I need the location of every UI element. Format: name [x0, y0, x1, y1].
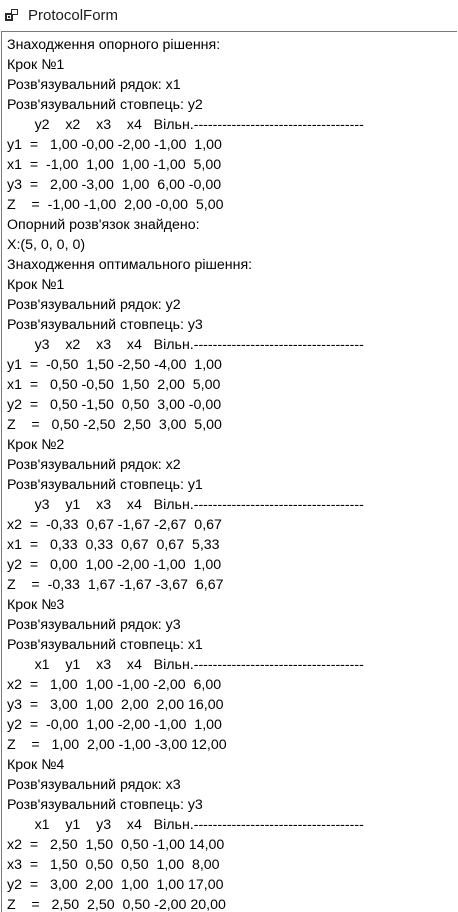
- log-line: y2 = 3,00 2,00 1,00 1,00 17,00: [7, 877, 224, 893]
- log-line: x2 = 1,00 1,00 -1,00 -2,00 6,00: [7, 677, 222, 693]
- log-line: x1 = 0,33 0,33 0,67 0,67 5,33: [7, 537, 220, 553]
- log-line: Опорний розв'язок знайдено:: [7, 217, 200, 233]
- log-line: x1 = 0,50 -0,50 1,50 2,00 5,00: [7, 377, 221, 393]
- log-line: Крок №4: [7, 757, 65, 773]
- log-line: y3 y1 x3 x4 Вільн.------------------------------------: [7, 497, 364, 513]
- window-title: ProtocolForm: [28, 7, 119, 24]
- log-line: x1 y1 x3 x4 Вільн.------------------------------------: [7, 657, 364, 673]
- log-line: Розв'язувальний рядок: x3: [7, 777, 181, 793]
- log-line: y1 = -0,50 1,50 -2,50 -4,00 1,00: [7, 357, 222, 373]
- log-line: Z = 2,50 2,50 0,50 -2,00 20,00: [7, 897, 226, 912]
- log-line: y2 = -0,00 1,00 -2,00 -1,00 1,00: [7, 717, 222, 733]
- log-line: Z = -1,00 -1,00 2,00 -0,00 5,00: [7, 197, 224, 213]
- log-line: Крок №2: [7, 437, 65, 453]
- log-line: y3 = 3,00 1,00 2,00 2,00 16,00: [7, 697, 224, 713]
- log-line: Розв'язувальний рядок: x1: [7, 77, 181, 93]
- log-line: Розв'язувальний стовпець: y1: [7, 477, 203, 493]
- log-line: Знаходження оптимального рішення:: [7, 257, 253, 273]
- log-line: Розв'язувальний рядок: y3: [7, 617, 181, 633]
- log-line: y2 = 0,50 -1,50 0,50 3,00 -0,00: [7, 397, 222, 413]
- title-bar[interactable]: [0, 0, 458, 31]
- log-line: Розв'язувальний рядок: y2: [7, 297, 181, 313]
- log-line: Розв'язувальний стовпець: y3: [7, 317, 203, 333]
- log-line: x1 = -1,00 1,00 1,00 -1,00 5,00: [7, 157, 222, 173]
- log-line: Розв'язувальний стовпець: x1: [7, 637, 203, 653]
- log-line: X:(5, 0, 0, 0): [7, 237, 86, 253]
- log-line: Розв'язувальний рядок: x2: [7, 457, 181, 473]
- log-line: Крок №3: [7, 597, 65, 613]
- log-line: Крок №1: [7, 277, 65, 293]
- log-line: Z = -0,33 1,67 -1,67 -3,67 6,67: [7, 577, 224, 593]
- log-line: Розв'язувальний стовпець: y2: [7, 97, 203, 113]
- log-line: Розв'язувальний стовпець: y3: [7, 797, 203, 813]
- protocol-log: [7, 35, 364, 912]
- app-window-icon: [4, 7, 20, 23]
- log-line: Z = 1,00 2,00 -1,00 -3,00 12,00: [7, 737, 227, 753]
- log-line: y3 = 2,00 -3,00 1,00 6,00 -0,00: [7, 177, 222, 193]
- log-line: x2 = -0,33 0,67 -1,67 -2,67 0,67: [7, 517, 222, 533]
- log-line: x3 = 1,50 0,50 0,50 1,00 8,00: [7, 857, 220, 873]
- log-line: Крок №1: [7, 57, 65, 73]
- protocol-text-area[interactable]: [1, 31, 457, 912]
- log-line: y2 x2 x3 x4 Вільн.------------------------------------: [7, 117, 364, 133]
- log-line: x2 = 2,50 1,50 0,50 -1,00 14,00: [7, 837, 225, 853]
- log-line: x1 y1 y3 x4 Вільн.------------------------------------: [7, 817, 364, 833]
- log-line: Z = 0,50 -2,50 2,50 3,00 5,00: [7, 417, 222, 433]
- log-line: Знаходження опорного рішення:: [7, 37, 221, 53]
- log-line: y2 = 0,00 1,00 -2,00 -1,00 1,00: [7, 557, 222, 573]
- log-line: y3 x2 x3 x4 Вільн.------------------------------------: [7, 337, 364, 353]
- log-line: y1 = 1,00 -0,00 -2,00 -1,00 1,00: [7, 137, 222, 153]
